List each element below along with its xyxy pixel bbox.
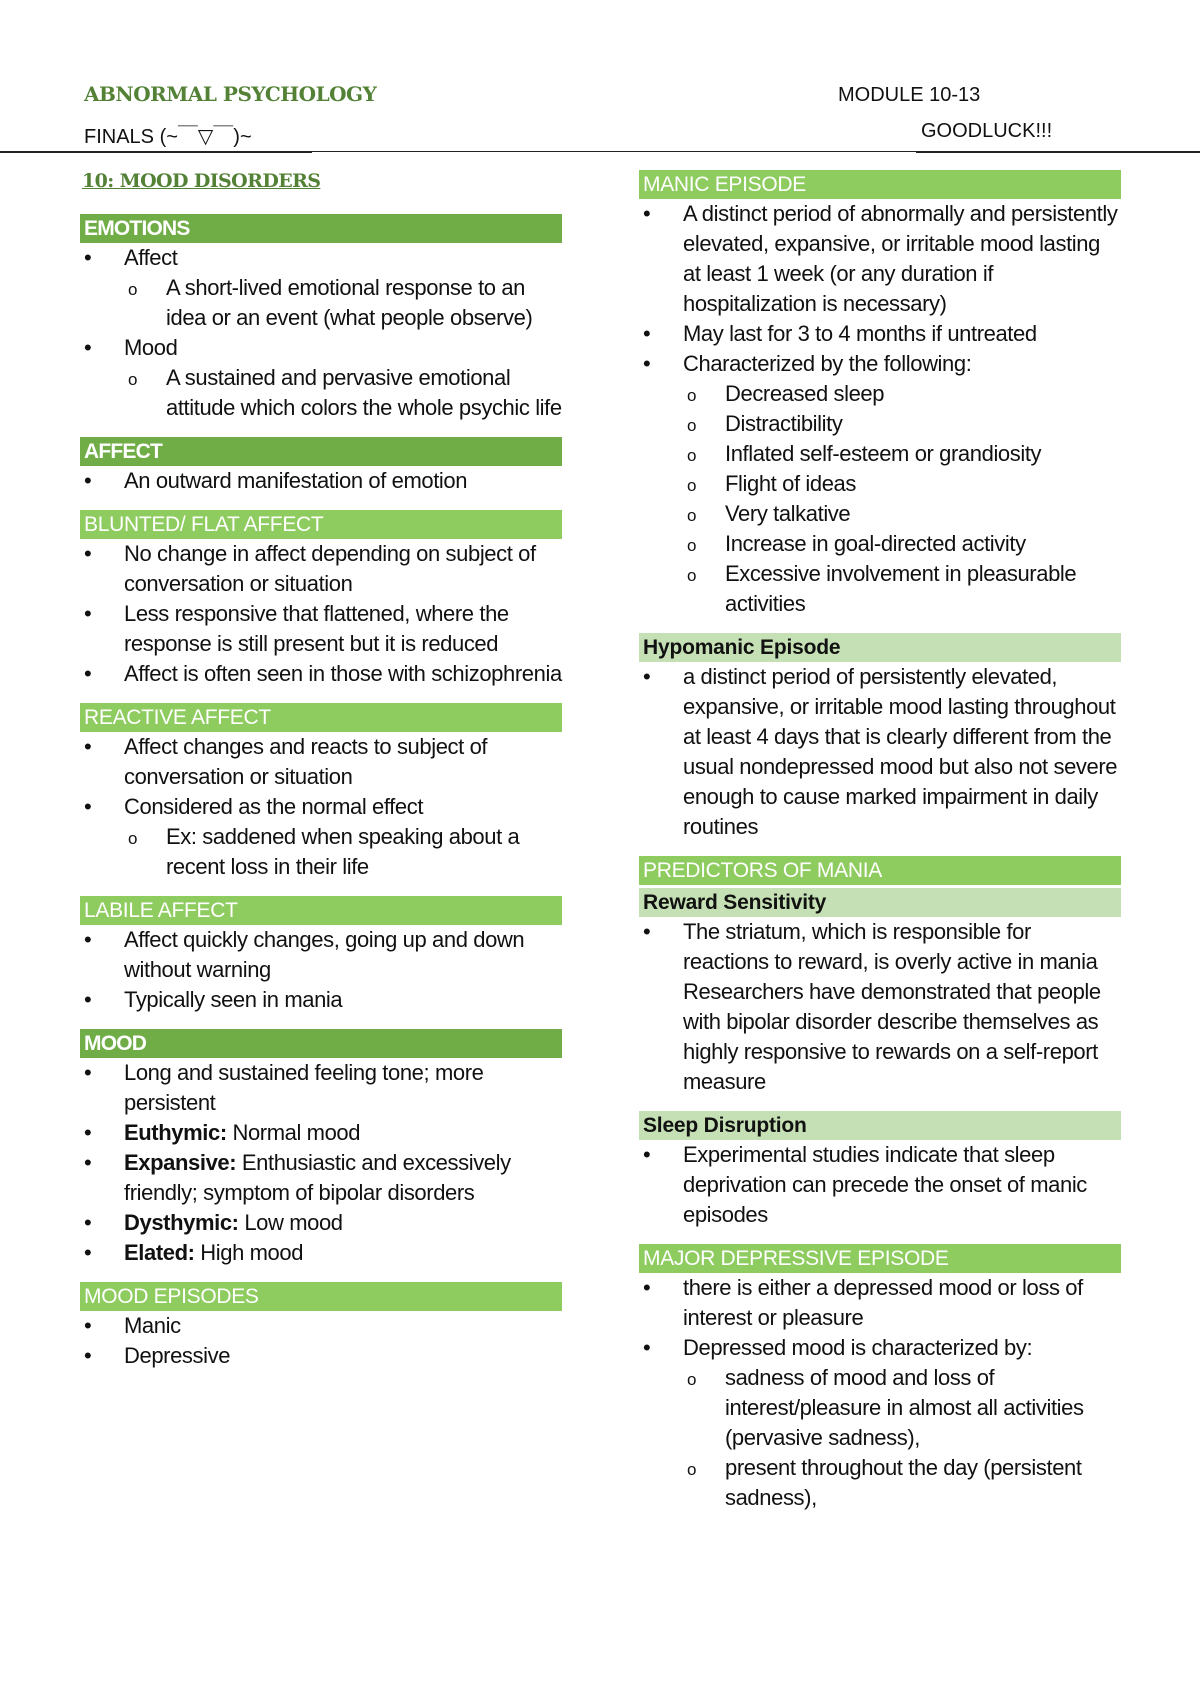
list-item: • Affect is often seen in those with schizophrenia: [80, 659, 562, 689]
dysthymic-term: Dysthymic:: [124, 1210, 239, 1235]
sub-list-item: o sadness of mood and loss of interest/pleasure in almost all activities (pervasive sadness),: [683, 1363, 1121, 1453]
euthymic-term: Euthymic:: [124, 1120, 227, 1145]
list-item: [80, 1208, 562, 1238]
list-item: [80, 1118, 562, 1148]
emotions-list: [80, 243, 562, 423]
sleep-disruption-heading: Sleep Disruption: [639, 1111, 1121, 1140]
list-item: • An outward manifestation of emotion: [80, 466, 562, 496]
list-item: • there is either a depressed mood or loss of interest or pleasure: [639, 1273, 1121, 1333]
sub-list-item: o Distractibility: [683, 409, 1121, 439]
list-item: • A distinct period of abnormally and persistently elevated, expansive, or irritable mood lasting at least 1 week (or any duration if hospitalization is necessary): [639, 199, 1121, 319]
list-item: [639, 349, 1121, 619]
list-item: [80, 1238, 562, 1268]
sub-list-item: o present throughout the day (persistent sadness),: [683, 1453, 1121, 1513]
emotions-section: [80, 214, 562, 423]
list-item-text: Depressed mood is characterized by:: [683, 1335, 1033, 1360]
major-depressive-episode-section: [639, 1244, 1121, 1513]
predictors-of-mania-heading: PREDICTORS OF MANIA: [639, 856, 1121, 885]
hypomanic-episode-section: [639, 633, 1121, 842]
manic-features-sublist: [683, 379, 1121, 619]
header-divider-left: [0, 151, 312, 153]
sub-list-item: o Flight of ideas: [683, 469, 1121, 499]
mood-episodes-section: [80, 1282, 562, 1371]
reactive-affect-list: [80, 732, 562, 882]
list-item: • Experimental studies indicate that sleep deprivation can precede the onset of manic episodes: [639, 1140, 1121, 1230]
reactive-affect-section: [80, 703, 562, 882]
blunted-affect-section: [80, 510, 562, 689]
labile-affect-heading: LABILE AFFECT: [80, 896, 562, 925]
affect-heading: AFFECT: [80, 437, 562, 466]
list-item: • a distinct period of persistently elevated, expansive, or irritable mood lasting throughout at least 4 days that is clearly different from the usual nondepressed mood but also not severe enough to cause marked impairment in daily routines: [639, 662, 1121, 842]
labile-affect-list: [80, 925, 562, 1015]
sub-list-item: o Excessive involvement in pleasurable activities: [683, 559, 1121, 619]
goodluck-label: GOODLUCK!!!: [921, 120, 1053, 142]
manic-episode-list: [639, 199, 1121, 619]
sub-list-item: o Very talkative: [683, 499, 1121, 529]
header-divider-middle: [312, 151, 916, 152]
sleep-disruption-list: [639, 1140, 1121, 1230]
list-item: [80, 243, 562, 333]
mood-episodes-list: [80, 1311, 562, 1371]
sub-list-item: o Inflated self-esteem or grandiosity: [683, 439, 1121, 469]
euthymic-definition: Normal mood: [226, 1120, 361, 1145]
list-item: • Manic: [80, 1311, 562, 1341]
reward-sensitivity-heading: Reward Sensitivity: [639, 888, 1121, 917]
elated-term: Elated:: [124, 1240, 195, 1265]
emotions-heading: EMOTIONS: [80, 214, 562, 243]
list-item: • Affect changes and reacts to subject of conversation or situation: [80, 732, 562, 792]
topic-title: 10: MOOD DISORDERS: [82, 170, 321, 192]
major-depressive-episode-list: [639, 1273, 1121, 1513]
list-item: • Affect quickly changes, going up and down without warning: [80, 925, 562, 985]
sub-list-item: o Increase in goal-directed activity: [683, 529, 1121, 559]
list-item: • Long and sustained feeling tone; more persistent: [80, 1058, 562, 1118]
list-item: [80, 1148, 562, 1208]
list-item-text: Characterized by the following:: [683, 351, 972, 376]
list-item: [639, 1333, 1121, 1513]
blunted-affect-heading: BLUNTED/ FLAT AFFECT: [80, 510, 562, 539]
predictors-of-mania-section: [639, 856, 1121, 1230]
finals-label: FINALS (~￣▽￣)~: [84, 126, 252, 148]
list-item: • Less responsive that flattened, where the response is still present but it is reduced: [80, 599, 562, 659]
mood-list: [80, 1058, 562, 1268]
labile-affect-section: [80, 896, 562, 1015]
header-divider-right: [916, 151, 1200, 153]
list-item: [80, 333, 562, 423]
mood-heading: MOOD: [80, 1029, 562, 1058]
hypomanic-episode-list: [639, 662, 1121, 842]
list-item: • No change in affect depending on subject of conversation or situation: [80, 539, 562, 599]
course-title: ABNORMAL PSYCHOLOGY: [84, 82, 377, 106]
mood-section: [80, 1029, 562, 1268]
mood-episodes-heading: MOOD EPISODES: [80, 1282, 562, 1311]
elated-definition: High mood: [194, 1240, 304, 1265]
reactive-affect-heading: REACTIVE AFFECT: [80, 703, 562, 732]
list-item: [80, 792, 562, 882]
manic-episode-section: [639, 170, 1121, 619]
hypomanic-episode-heading: Hypomanic Episode: [639, 633, 1121, 662]
affect-list: [80, 466, 562, 496]
list-item: • May last for 3 to 4 months if untreated: [639, 319, 1121, 349]
list-item: • Depressive: [80, 1341, 562, 1371]
mood-sublist: [124, 363, 562, 423]
sub-list-item: o Ex: saddened when speaking about a recent loss in their life: [124, 822, 562, 882]
mood-label: Mood: [124, 335, 178, 360]
blunted-affect-list: [80, 539, 562, 689]
affect-sublist: [124, 273, 562, 333]
expansive-term: Expansive:: [124, 1150, 237, 1175]
dysthymic-definition: Low mood: [238, 1210, 343, 1235]
affect-label: Affect: [124, 245, 178, 270]
list-item-text: Considered as the normal effect: [124, 794, 424, 819]
manic-episode-heading: MANIC EPISODE: [639, 170, 1121, 199]
major-depressive-episode-heading: MAJOR DEPRESSIVE EPISODE: [639, 1244, 1121, 1273]
left-column: [80, 170, 562, 1385]
reward-sensitivity-list: [639, 917, 1121, 1097]
list-item: • The striatum, which is responsible for reactions to reward, is overly active in mania Researchers have demonstrated that people with bipolar disorder describe themselves as highly responsive to rewards on a self-report measure: [639, 917, 1121, 1097]
expansive-definition: Enthusiastic and excessively friendly; symptom of bipolar disorders: [124, 1150, 511, 1205]
sub-list-item: o A short-lived emotional response to an idea or an event (what people observe): [124, 273, 562, 333]
right-column: [639, 170, 1121, 1527]
list-item: • Typically seen in mania: [80, 985, 562, 1015]
page-header: [0, 0, 1200, 155]
affect-section: [80, 437, 562, 496]
sub-list-item: o Decreased sleep: [683, 379, 1121, 409]
reactive-sublist: [124, 822, 562, 882]
module-label: MODULE 10-13: [838, 84, 981, 106]
depressed-mood-sublist: [683, 1363, 1121, 1513]
sub-list-item: o A sustained and pervasive emotional attitude which colors the whole psychic life: [124, 363, 562, 423]
